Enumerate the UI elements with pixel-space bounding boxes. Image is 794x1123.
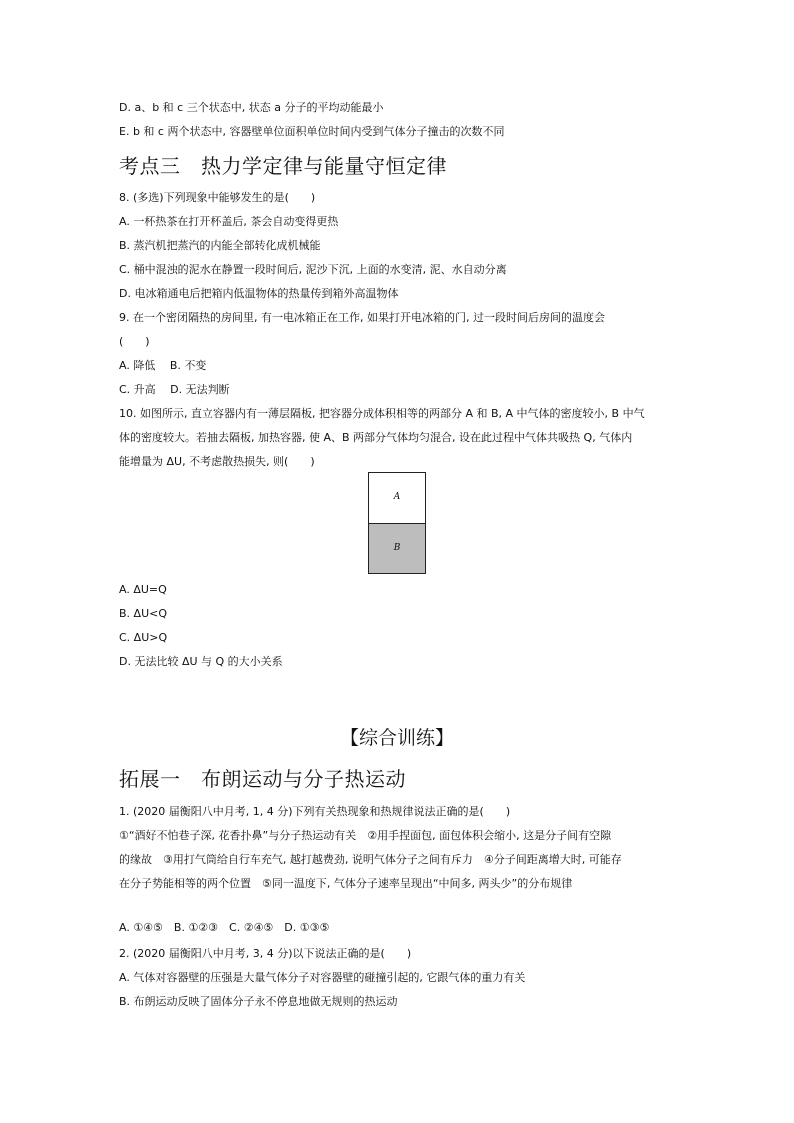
problem-1-stem: 1. (2020 届衡阳八中月考, 1, 4 分)下列有关热现象和热规律说法正确的是( ) [119,805,511,818]
question-10-stem-3: 能增量为 ΔU, 不考虑散热损失, 则( ) [119,455,315,468]
problem-1-line-1: ①“酒好不怕巷子深, 花香扑鼻”与分子热运动有关 ②用手捏面包, 面包体积会缩小, 这是分子间有空隙 [119,829,612,842]
option-e: E. b 和 c 两个状态中, 容器壁单位面积单位时间内受到气体分子撞击的次数不同 [119,125,505,138]
question-9-options-ab: A. 降低 B. 不变 [119,359,207,372]
comprehensive-heading: 【综合训练】 [339,727,454,749]
question-9-bracket: ( ) [119,335,150,348]
question-10-stem-2: 体的密度较大。若抽去隔板, 加热容器, 使 A、B 两部分气体均匀混合, 设在此过程中气体共吸热 Q, 气体内 [119,431,633,444]
problem-2-stem: 2. (2020 届衡阳八中月考, 3, 4 分)以下说法正确的是( ) [119,947,412,960]
chamber-a-label: A [393,492,401,502]
chamber-b [369,524,425,573]
question-10-option-a: A. ΔU=Q [119,583,167,596]
problem-2-option-b: B. 布朗运动反映了固体分子永不停息地做无规则的热运动 [119,995,398,1008]
chamber-a [369,473,425,524]
problem-2-option-a: A. 气体对容器壁的压强是大量气体分子对容器壁的碰撞引起的, 它跟气体的重力有关 [119,971,526,984]
container-figure [368,472,426,574]
question-8-option-d: D. 电冰箱通电后把箱内低温物体的热量传到箱外高温物体 [119,287,399,300]
option-d: D. a、b 和 c 三个状态中, 状态 a 分子的平均动能最小 [119,101,384,114]
question-10-option-b: B. ΔU<Q [119,607,167,620]
question-8-option-a: A. 一杯热茶在打开杯盖后, 茶会自动变得更热 [119,215,339,228]
chamber-b-label: B [393,543,401,553]
problem-1-line-2: 的缘故 ③用打气筒给自行车充气, 越打越费劲, 说明气体分子之间有斥力 ④分子间距离增大时, 可能存 [119,853,622,866]
problem-1-line-3: 在分子势能相等的两个位置 ⑤同一温度下, 气体分子速率呈现出“中间多, 两头少”的分布规律 [119,877,573,890]
extension-title: 拓展一 布朗运动与分子热运动 [119,767,406,791]
question-10-option-c: C. ΔU>Q [119,631,168,644]
question-10-option-d: D. 无法比较 ΔU 与 Q 的大小关系 [119,655,283,668]
section-title: 考点三 热力学定律与能量守恒定律 [119,154,447,178]
question-9-stem: 9. 在一个密闭隔热的房间里, 有一电冰箱正在工作, 如果打开电冰箱的门, 过一段时间后房间的温度会 [119,311,605,324]
question-9-options-cd: C. 升高 D. 无法判断 [119,383,230,396]
problem-1-options: A. ①④⑤ B. ①②③ C. ②④⑤ D. ①③⑤ [119,921,330,934]
question-8-option-c: C. 桶中混浊的泥水在静置一段时间后, 泥沙下沉, 上面的水变清, 泥、水自动分离 [119,263,507,276]
question-8-option-b: B. 蒸汽机把蒸汽的内能全部转化成机械能 [119,239,321,252]
question-8-stem: 8. (多选)下列现象中能够发生的是( ) [119,191,316,204]
question-10-stem-1: 10. 如图所示, 直立容器内有一薄层隔板, 把容器分成体积相等的两部分 A 和 B, A 中气体的密度较小, B 中气 [119,407,645,420]
